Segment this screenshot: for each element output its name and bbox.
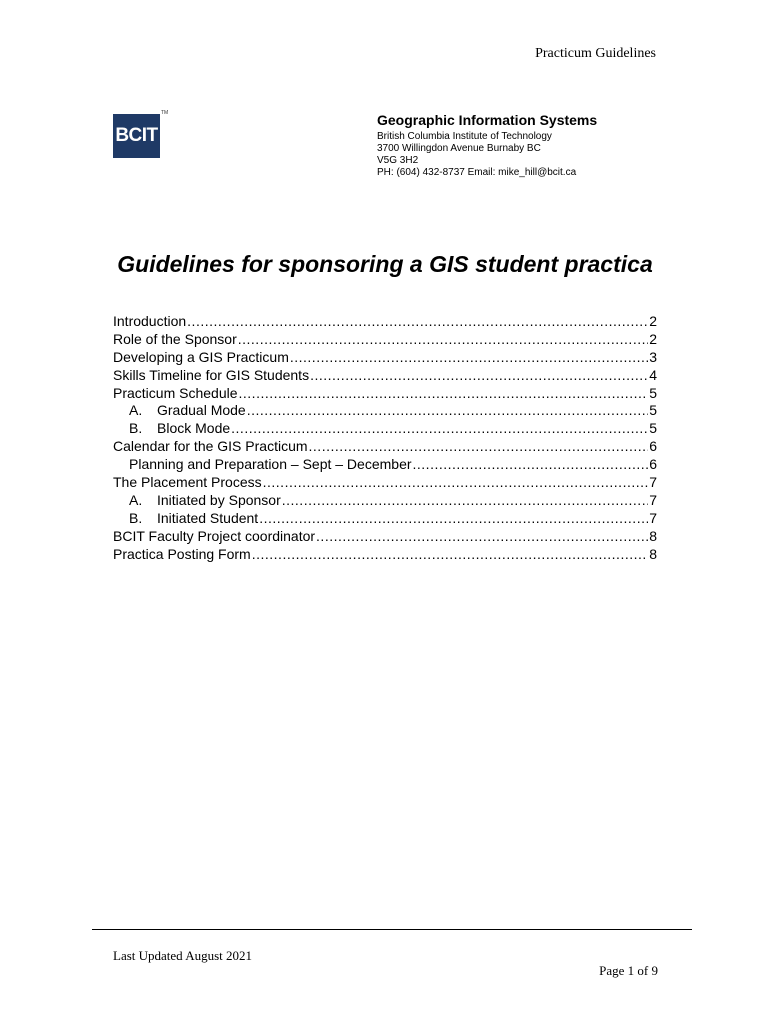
org-block [377,112,597,179]
toc-dot-leader [247,402,648,420]
toc-entry[interactable] [113,402,657,420]
footer-last-updated: Last Updated August 2021 [113,948,253,963]
toc-dot-leader [413,456,649,474]
org-line: PH: (604) 432-8737 Email: mike_hill@bcit.ca [377,167,577,178]
toc-entry[interactable] [113,474,657,492]
toc-dot-leader [231,420,648,438]
toc-entry-page: 4 [649,366,657,383]
toc-entry-label: Skills Timeline for GIS Students [113,366,310,383]
toc-entry-letter: B. [129,509,143,526]
toc-dot-leader [238,331,648,349]
logo-trademark: TM [161,110,169,116]
toc-entry[interactable] [113,331,657,349]
toc-entry[interactable] [113,492,657,510]
toc-entry[interactable] [113,510,657,528]
toc-entry-page: 2 [649,330,657,347]
org-line: 3700 Willingdon Avenue Burnaby BC [377,143,541,154]
toc-entry-page: 7 [649,474,657,491]
toc-entry[interactable] [113,385,657,403]
toc-entry[interactable] [113,367,657,385]
toc-entry[interactable] [113,420,657,438]
toc-entry-label: Planning and Preparation – Sept – December [129,456,412,473]
toc-entry[interactable] [113,528,657,546]
toc-entry-page: 7 [649,491,657,508]
toc-entry-letter: B. [129,420,143,437]
toc-entry-label: BCIT Faculty Project coordinator [113,527,316,544]
toc-dot-leader [290,349,648,367]
toc-dot-leader [310,367,648,385]
toc-dot-leader [252,546,648,564]
toc-entry-page: 8 [649,527,657,544]
toc-entry-page: 3 [649,348,657,365]
toc-dot-leader [187,313,648,331]
toc-dot-leader [239,385,649,403]
org-line: British Columbia Institute of Technology [377,131,552,142]
footer-divider [92,929,692,930]
table-of-contents [113,313,657,563]
toc-entry-page: 5 [649,402,657,419]
toc-entry[interactable] [113,438,657,456]
toc-entry-page: 5 [649,420,657,437]
toc-entry-label: Calendar for the GIS Practicum [113,438,308,455]
org-title: Geographic Information Systems [377,112,598,128]
toc-entry-label: Initiated Student [157,509,259,526]
toc-entry-letter: A. [129,402,143,419]
org-line: V5G 3H2 [377,155,419,166]
toc-dot-leader [309,438,649,456]
toc-entry[interactable] [113,313,657,331]
toc-entry[interactable] [113,349,657,367]
running-header: Practicum Guidelines [535,46,656,61]
toc-dot-leader [316,528,648,546]
footer-page-number: Page 1 of 9 [599,963,658,978]
document-title: Guidelines for sponsoring a GIS student practica [117,251,653,277]
toc-dot-leader [259,510,648,528]
toc-entry-label: Practicum Schedule [113,384,238,401]
toc-entry-page: 8 [649,545,657,562]
toc-entry-page: 6 [649,456,657,473]
toc-entry-page: 7 [649,509,657,526]
bcit-logo: BCIT [113,114,160,158]
toc-entry-label: Initiated by Sponsor [157,491,281,508]
toc-entry[interactable] [113,546,657,564]
toc-entry-label: Block Mode [157,420,231,437]
toc-entry[interactable] [113,456,657,474]
toc-entry-page: 2 [649,313,657,329]
toc-entry-label: The Placement Process [113,474,262,491]
toc-entry-label: Practica Posting Form [113,545,251,562]
toc-entry-page: 6 [649,438,657,455]
toc-entry-label: Developing a GIS Practicum [113,348,289,365]
toc-entry-label: Gradual Mode [157,402,246,419]
toc-dot-leader [282,492,648,510]
toc-entry-label: Role of the Sponsor [113,330,237,347]
toc-entry-letter: A. [129,491,143,508]
toc-dot-leader [263,474,649,492]
toc-entry-page: 5 [649,384,657,401]
toc-entry-label: Introduction [113,313,187,329]
